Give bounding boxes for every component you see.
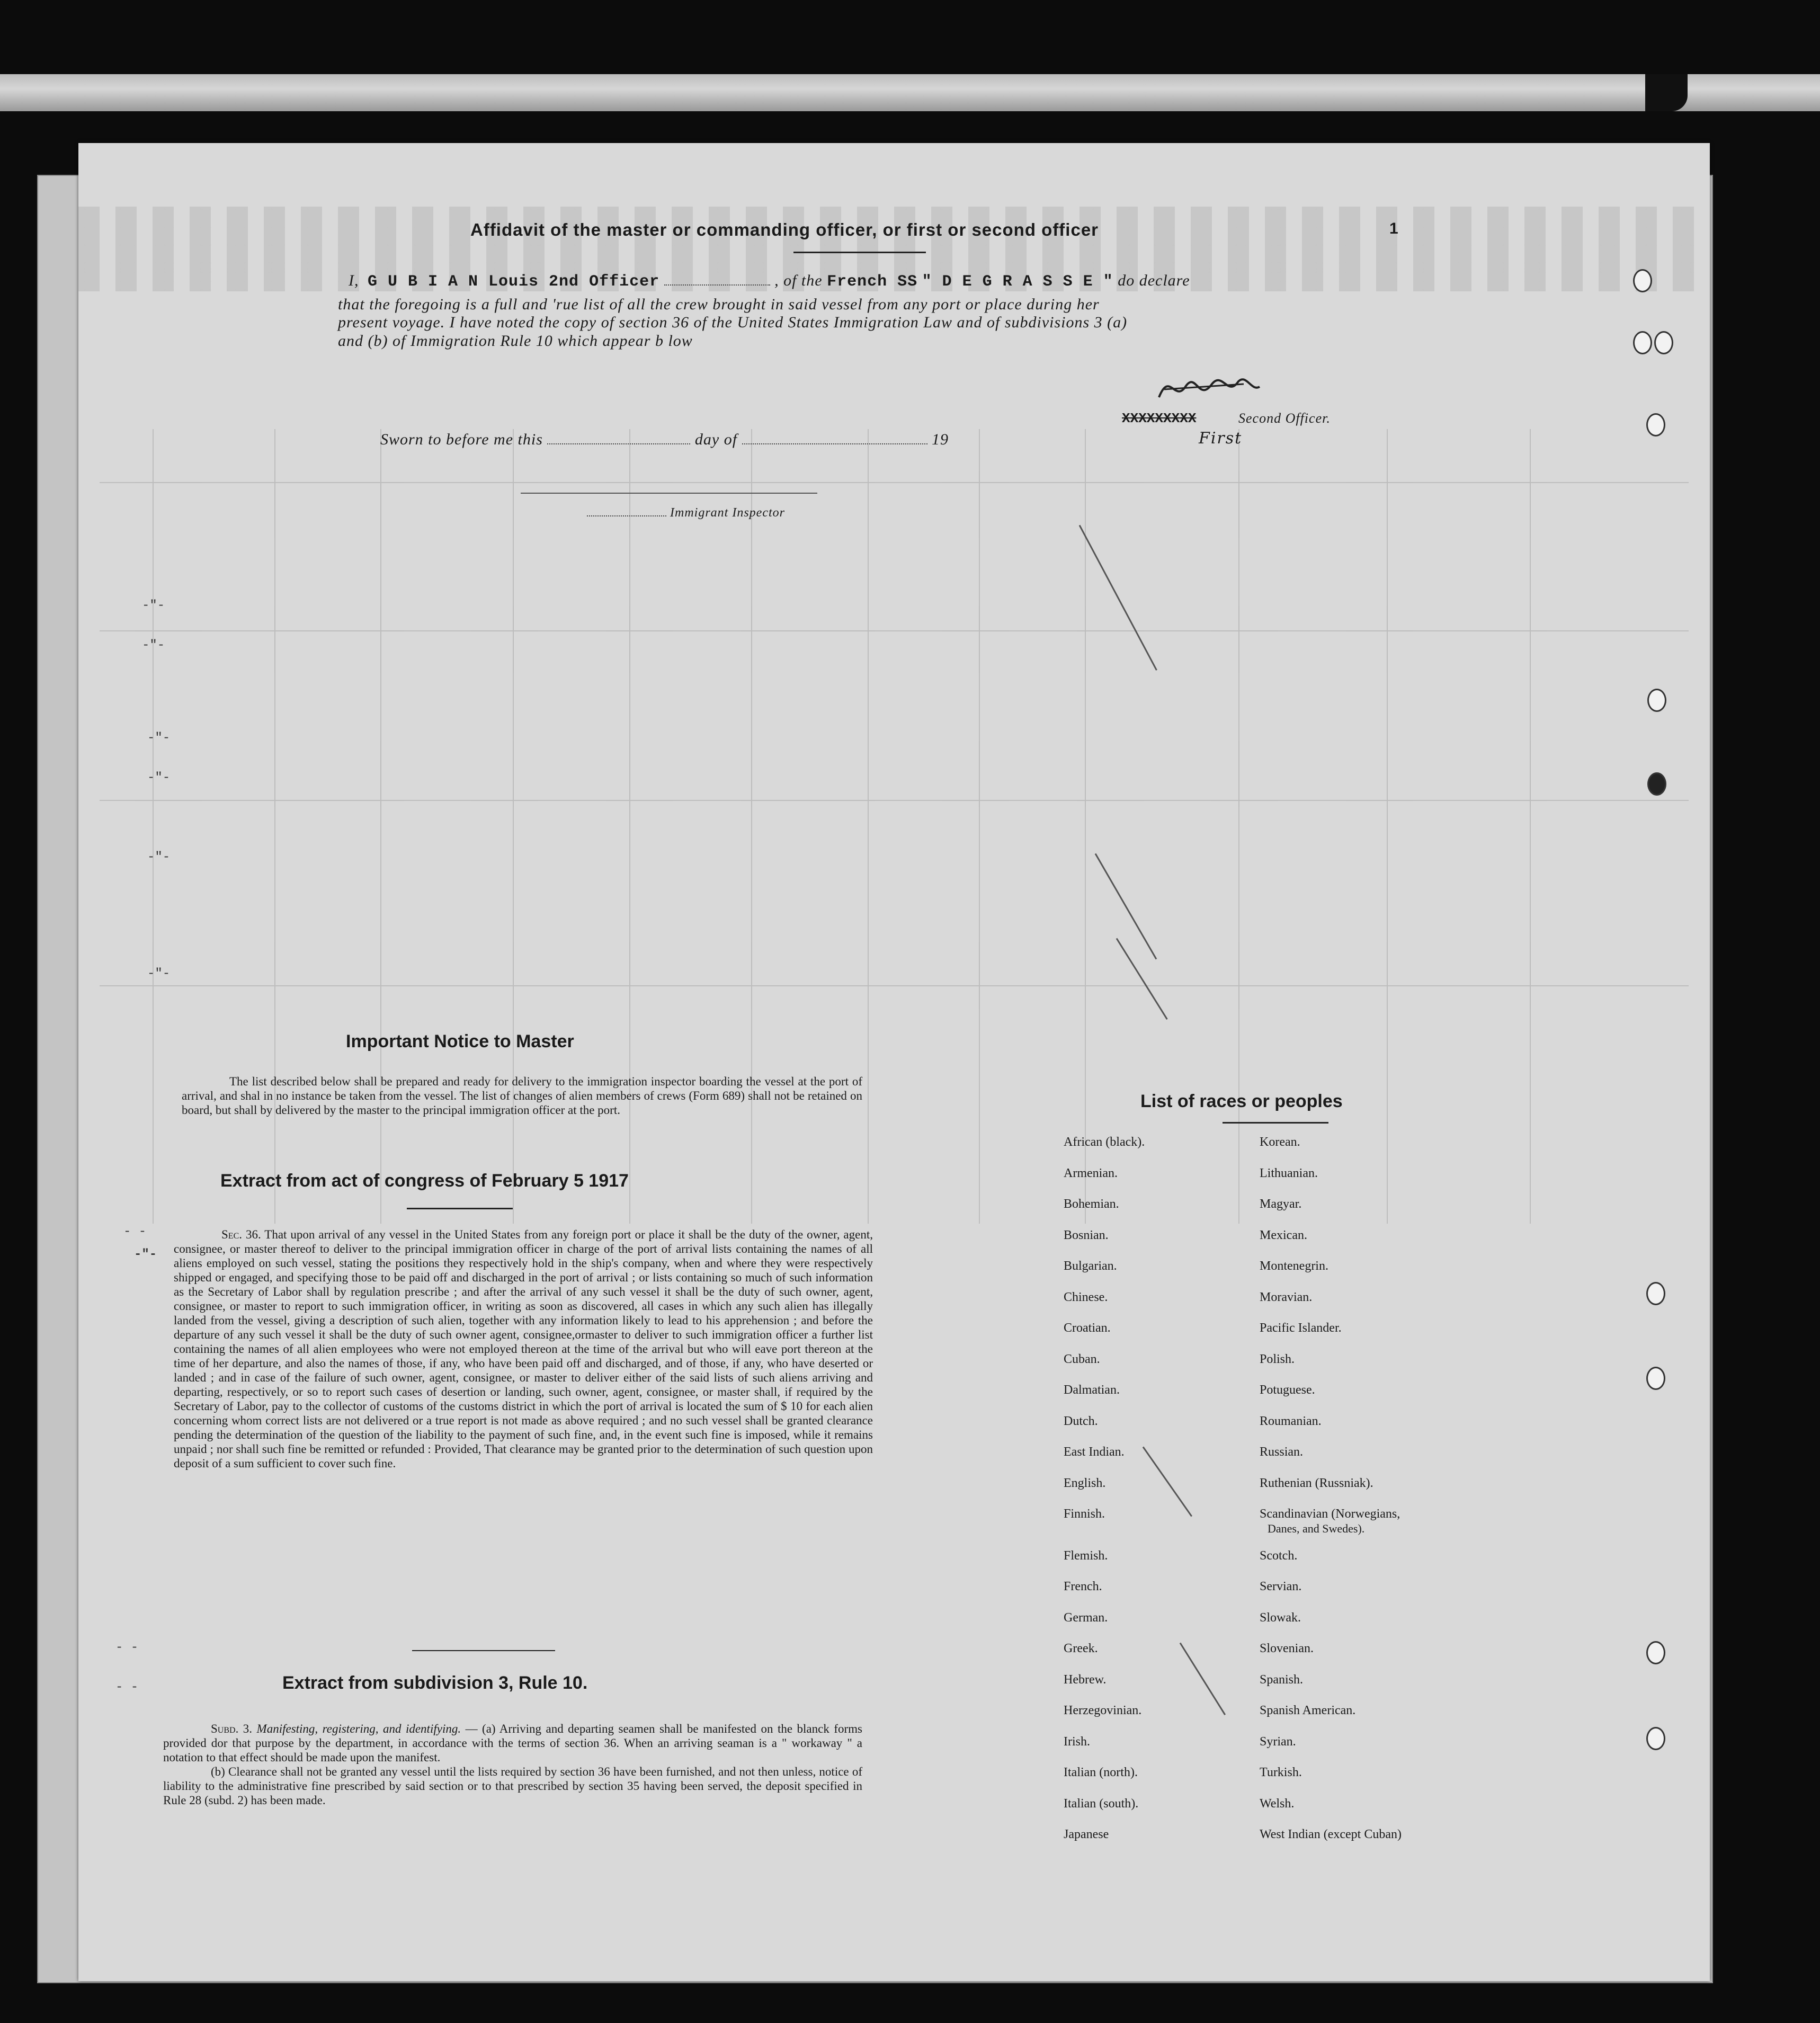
- ink-mark: [1645, 74, 1688, 111]
- pencil-stroke: [1143, 1447, 1192, 1517]
- margin-mark: -"-: [147, 967, 171, 981]
- race-item: Spanish American.: [1260, 1704, 1356, 1717]
- race-item: Japanese: [1064, 1828, 1109, 1841]
- race-item: Turkish.: [1260, 1766, 1302, 1779]
- affidavit-line-2: that the foregoing is a full and 'rue list of all the crew brought in said vessel from any port or place during her: [338, 296, 1100, 313]
- day-of-label: day of: [694, 431, 738, 448]
- pencil-stroke: [1180, 1643, 1226, 1715]
- race-item: Polish.: [1260, 1352, 1295, 1366]
- punch-hole: [1646, 1282, 1665, 1305]
- punch-hole: [1646, 1367, 1665, 1390]
- sworn-prefix: Sworn to before me this: [380, 431, 543, 448]
- paper-edge-strip: [0, 74, 1820, 111]
- inspector-line: [587, 506, 785, 520]
- race-item: Spanish.: [1260, 1672, 1304, 1687]
- race-item: Slovenian.: [1260, 1642, 1314, 1655]
- race-item: English.: [1064, 1476, 1106, 1490]
- affidavit-line-4: and (b) of Immigration Rule 10 which appear b low: [338, 332, 693, 350]
- punch-hole: [1647, 772, 1666, 796]
- affidavit-line-3: present voyage. I have noted the copy of section 36 of the United States Immigration Law and of subdivisions 3 (a): [338, 314, 1128, 331]
- race-item: Potuguese.: [1260, 1383, 1315, 1397]
- race-item: Dalmatian.: [1064, 1383, 1120, 1397]
- notice-title: Important Notice to Master: [346, 1031, 574, 1051]
- races-title: List of races or peoples: [1140, 1091, 1343, 1111]
- race-item: Scotch.: [1260, 1548, 1298, 1563]
- punch-hole: [1633, 269, 1652, 292]
- race-item: Pacific Islander.: [1260, 1321, 1342, 1335]
- affidavit-title: Affidavit of the master or commanding officer, or first or second officer: [470, 220, 1099, 239]
- extract1-rule: [407, 1208, 513, 1209]
- races-rule: [1223, 1122, 1328, 1124]
- race-item: Lithuanian.: [1260, 1166, 1318, 1180]
- race-item: Flemish.: [1064, 1548, 1108, 1563]
- race-item: Welsh.: [1260, 1796, 1295, 1811]
- race-item: Italian (north).: [1064, 1766, 1138, 1779]
- race-item: Magyar.: [1260, 1197, 1302, 1211]
- officer-name: G U B I A N Louis 2nd Officer: [368, 273, 660, 291]
- declarant-prefix: I,: [349, 272, 359, 289]
- subd-heading: Manifesting, registering, and identifying.: [256, 1722, 461, 1735]
- extract2-text-a: — (a) Arriving and departing seamen shall be manifested on the blanck forms provided dor that purpose by the department, in accordance with the terms of section 36. When an arriving seaman is a " workaway " a notation to that effect should be made upon the manifest.: [163, 1722, 862, 1764]
- race-item: Hebrew.: [1064, 1672, 1107, 1687]
- margin-mark: -"-: [142, 599, 165, 613]
- race-item: Roumanian.: [1260, 1414, 1322, 1428]
- race-item: Bulgarian.: [1064, 1259, 1117, 1273]
- year-label: 19: [932, 431, 949, 448]
- race-item: Ruthenian (Russniak).: [1260, 1476, 1373, 1490]
- race-item: Herzegovinian.: [1064, 1704, 1142, 1717]
- race-item: French.: [1064, 1580, 1102, 1593]
- sworn-line: [380, 431, 949, 449]
- vessel-name: " D E G R A S S E ": [922, 273, 1113, 291]
- race-item: Cuban.: [1064, 1352, 1100, 1366]
- punch-hole: [1646, 413, 1665, 436]
- punch-hole: [1646, 1641, 1665, 1664]
- race-item: Scandinavian (Norwegians,: [1260, 1507, 1400, 1521]
- race-item: Syrian.: [1260, 1734, 1296, 1749]
- page-mark: 1: [1389, 220, 1398, 237]
- margin-mark: - -: [123, 1225, 147, 1239]
- margin-mark: -"-: [147, 771, 171, 785]
- extract1-title: Extract from act of congress of February 5 1917: [220, 1171, 629, 1191]
- punch-hole: [1633, 331, 1652, 354]
- punch-hole: [1646, 1727, 1665, 1750]
- extract2-body: [163, 1722, 862, 1807]
- margin-mark: - -: [115, 1641, 139, 1655]
- race-item: Servian.: [1260, 1580, 1302, 1593]
- race-item: Russian.: [1260, 1445, 1304, 1459]
- inspector-signature-line: [521, 493, 817, 494]
- extract2-title: Extract from subdivision 3, Rule 10.: [282, 1673, 588, 1693]
- race-item: German.: [1064, 1610, 1108, 1625]
- second-officer-label: Second Officer.: [1238, 411, 1331, 426]
- inspector-label: Immigrant Inspector: [670, 506, 785, 520]
- race-item: West Indian (except Cuban): [1260, 1828, 1402, 1841]
- race-item: Mexican.: [1260, 1228, 1307, 1242]
- extract1-text: That upon arrival of any vessel in the United States from any foreign port or place it shall be the duty of the owner, agent, consignee, or master thereof to deliver to the principal immigration officer in charge of the port of arrival lists containing the names of all aliens employed on such vessel, stating the positions they respectively hold in the ship's company, when and where they were respectively shipped or engaged, and specifying those to be paid off and discharged in the port of arrival ; or lists containing so much of such information as the Secretary of Labor shall by regulation prescribe ; and after the arrival of any such vessel it shall be the duty of such owner, agent, consignee, or master to report to such immigration officer, in writing as soon as discovered, all cases in which any such alien has illegally landed from the vessel, giving a description of such alien, together with any information likely to lead to his apprehension ; and before the departure of any such vessel it shall be the duty of such owner agent, consignee,ormaster to deliver to such immigration officer a further list containing the names of all alien employees who were not employed thereon at the time of the arrival but who will eave port thereon at the time of her departure, and also the names of those, if any, who have been paid off and discharged, and of those, if any, who have deserted or landed ; and in case of the failure of such owner, agent, consignee, or master to deliver either of the said lists of such aliens arriving and departing, respectively, or so to report such cases of desertion or landing, such owner, agent, consignee, or master shall, if required by the Secretary of Labor, pay to the collector of customs of the customs district in which the port of arrival is located the sum of $ 10 for each alien concerning whom correct lists are not delivered or a true report is not made as above required ; and no such vessel shall be granted clearance pending the determination of the question of the liability to the payment of such fine, and, in the event such fine is imposed, while it remains unpaid ; nor shall such fine be remitted or refunded : Provided, That clearance may be granted prior to the determination of such question upon deposit of a sum sufficient to cover such fine.: [174, 1228, 873, 1470]
- race-item: Dutch.: [1064, 1414, 1098, 1428]
- race-item: Bohemian.: [1064, 1197, 1119, 1211]
- race-item: East Indian.: [1064, 1445, 1125, 1459]
- race-item: African (black).: [1064, 1135, 1145, 1149]
- sec-label: Sec. 36.: [221, 1228, 261, 1241]
- race-item: Italian (south).: [1064, 1796, 1139, 1811]
- race-item: Greek.: [1064, 1642, 1098, 1655]
- extract2-text-b: (b) Clearance shall not be granted any vessel until the lists required by section 36 have been furnished, and not then unless, notice of liability to the administrative fine prescribed by said section or to that prescribed by section 35 having been served, the deposit specified in Rule 28 (subd. 2) has been made.: [163, 1765, 862, 1807]
- punch-hole: [1647, 689, 1666, 712]
- race-item: Danes, and Swedes).: [1268, 1522, 1365, 1535]
- race-item: Chinese.: [1064, 1290, 1108, 1304]
- margin-mark: -"-: [142, 638, 165, 653]
- race-item: Montenegrin.: [1260, 1259, 1328, 1273]
- race-item: Slowak.: [1260, 1610, 1301, 1625]
- race-item: Irish.: [1064, 1734, 1090, 1749]
- race-item: Croatian.: [1064, 1321, 1111, 1335]
- punch-hole: [1654, 331, 1673, 354]
- struck-title: XXXXXXXXX: [1122, 411, 1197, 426]
- notice-text: The list described below shall be prepared and ready for delivery to the immigration inspector boarding the vessel at the port of arrival, and shal in no instance be taken from the vessel. The list of changes of alien members of crews (Form 689) shall not be retained on board, but shall by delivered by the master to the principal immigration officer at the port.: [182, 1075, 862, 1117]
- margin-mark: -"-: [134, 1247, 157, 1262]
- margin-mark: -"-: [147, 850, 171, 865]
- affidavit-line-1: [349, 272, 1190, 291]
- margin-mark: -"-: [147, 731, 171, 745]
- declare-label: do declare: [1118, 272, 1190, 289]
- race-item: Moravian.: [1260, 1290, 1313, 1304]
- race-item: Finnish.: [1064, 1507, 1105, 1521]
- race-item: Korean.: [1260, 1135, 1300, 1149]
- document-page: [78, 143, 1710, 1981]
- race-item: Bosnian.: [1064, 1228, 1109, 1242]
- of-the-label: , of the: [774, 272, 823, 289]
- race-item: Armenian.: [1064, 1166, 1118, 1180]
- title-rule: [793, 252, 926, 253]
- margin-mark: - -: [115, 1680, 139, 1695]
- extract1-end-rule: [412, 1650, 555, 1651]
- handwritten-first: First: [1199, 429, 1243, 448]
- nationality: French SS: [827, 273, 918, 291]
- extract1-body: [174, 1227, 873, 1471]
- subd-label: Subd. 3.: [211, 1722, 253, 1735]
